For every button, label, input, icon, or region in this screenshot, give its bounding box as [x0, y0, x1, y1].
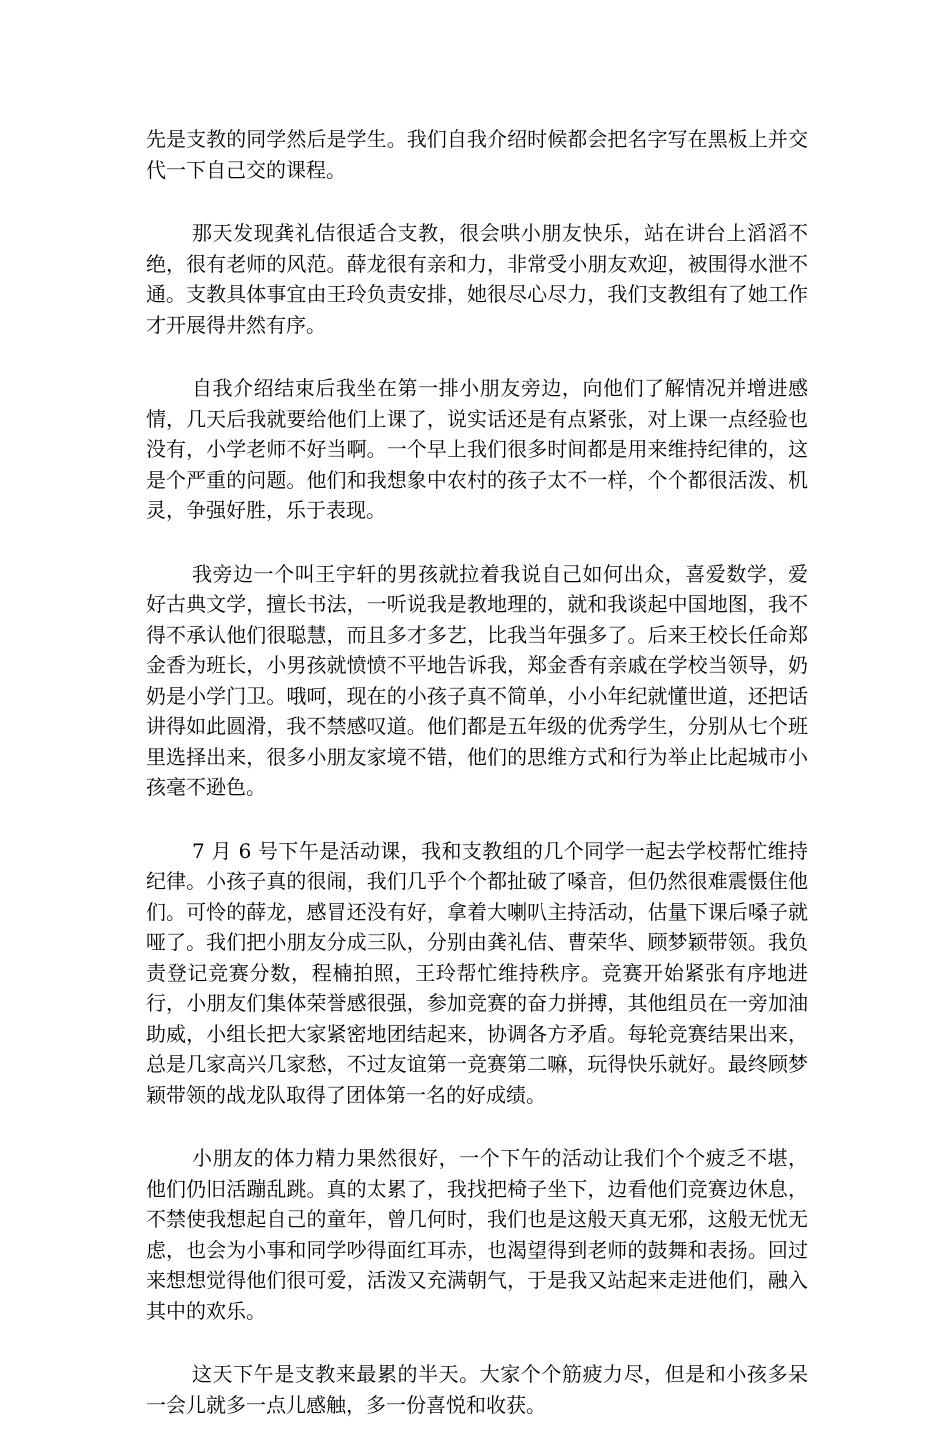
- document-page: [146, 124, 808, 1453]
- paragraph-1: 先是支教的同学然后是学生。我们自我介绍时候都会把名字写在黑板上并交代一下自己交的课程。: [146, 127, 808, 182]
- paragraph-5: 7 月 6 号下午是活动课，我和支教组的几个同学一起去学校帮忙维持纪律。小孩子真的很闹，我们几乎个个都扯破了嗓音，但仍然很难震慑住他们。可怜的薛龙，感冒还没有好，拿着大喇叭主持活动，估量下课后嗓子就哑了。我们把小朋友分成三队，分别由龚礼佶、曹荣华、顾梦颖带领。我负责登记竞赛分数，程楠拍照，王玲帮忙维持秩序。竞赛开始紧张有序地进行，小朋友们集体荣誉感很强，参加竞赛的奋力拼搏，其他组员在一旁加油助威，小组长把大家紧密地团结起来，协调各方矛盾。每轮竞赛结果出来，总是几家高兴几家愁，不过友谊第一竞赛第二嘛，玩得快乐就好。最终顾梦颖带领的战龙队取得了团体第一名的好成绩。: [146, 838, 808, 1107]
- paragraph-6: 小朋友的体力精力果然很好，一个下午的活动让我们个个疲乏不堪，他们仍旧活蹦乱跳。真的太累了，我找把椅子坐下，边看他们竞赛边休息，不禁使我想起自己的童年，曾几何时，我们也是这般天真无邪，这般无忧无虑，也会为小事和同学吵得面红耳赤，也渴望得到老师的鼓舞和表扬。回过来想想觉得他们很可爱，活泼又充满朝气，于是我又站起来走进他们，融入其中的欢乐。: [146, 1146, 808, 1323]
- paragraph-7: 这天下午是支教来最累的半天。大家个个筋疲力尽，但是和小孩多呆一会儿就多一点儿感触，多一份喜悦和收获。: [146, 1362, 808, 1417]
- paragraph-4: 我旁边一个叫王宇轩的男孩就拉着我说自己如何出众，喜爱数学，爱好古典文学，擅长书法，一听说我是教地理的，就和我谈起中国地图，我不得不承认他们很聪慧，而且多才多艺，比我当年强多了。后来王校长任命郑金香为班长，小男孩就愤愤不平地告诉我，郑金香有亲戚在学校当领导，奶奶是小学门卫。哦呵，现在的小孩子真不简单，小小年纪就懂世道，还把话讲得如此圆滑，我不禁感叹道。他们都是五年级的优秀学生，分别从七个班里选择出来，很多小朋友家境不错，他们的思维方式和行为举止比起城市小孩毫不逊色。: [146, 561, 808, 799]
- paragraph-2: 那天发现龚礼佶很适合支教，很会哄小朋友快乐，站在讲台上滔滔不绝，很有老师的风范。薛龙很有亲和力，非常受小朋友欢迎，被围得水泄不通。支教具体事宜由王玲负责安排，她很尽心尽力，我们支教组有了她工作才开展得井然有序。: [146, 221, 808, 337]
- paragraph-3: 自我介绍结束后我坐在第一排小朋友旁边，向他们了解情况并增进感情，几天后我就要给他们上课了，说实话还是有点紧张，对上课一点经验也没有，小学老师不好当啊。一个早上我们很多时间都是用来维持纪律的，这是个严重的问题。他们和我想象中农村的孩子太不一样，个个都很活泼、机灵，争强好胜，乐于表现。: [146, 376, 808, 522]
